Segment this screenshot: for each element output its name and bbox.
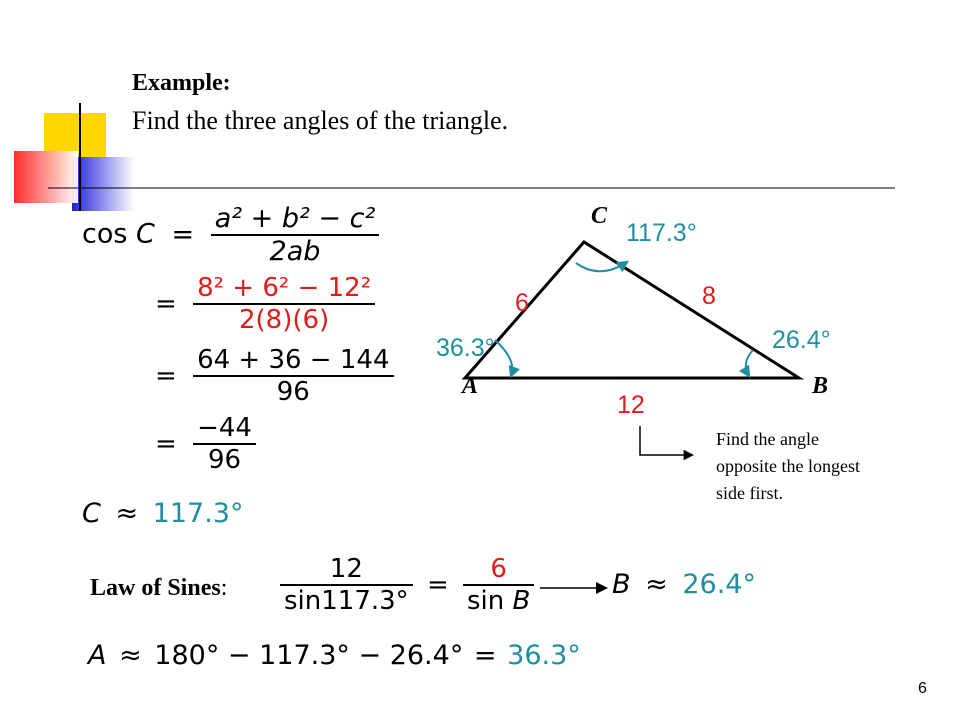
law-of-sines-equation [280, 554, 534, 616]
problem-statement: Find the three angles of the triangle. [132, 106, 509, 135]
final-expression: 180° − 117.3° − 26.4° [154, 640, 464, 671]
angle-b-label: 26.4° [772, 326, 831, 354]
evaluated-fraction [193, 345, 393, 407]
sines-left-denominator: sin117.3° [280, 584, 413, 616]
result-arrow [538, 580, 610, 596]
equals-sign: = [155, 360, 177, 391]
page-number: 6 [918, 680, 927, 697]
side-ab-label: 12 [617, 391, 645, 419]
sines-left-numerator: 12 [329, 554, 363, 584]
sines-right-fraction [463, 554, 534, 616]
angle-a-label: 36.3° [436, 334, 495, 362]
vertex-a-label: A [462, 373, 479, 399]
longest-side-note [716, 426, 860, 507]
law-of-sines-label: Law of Sines: [90, 575, 228, 601]
cos-function: cos [82, 218, 128, 250]
substituted-numerator: 8² + 6² − 12² [197, 273, 372, 303]
example-heading: Example: [132, 70, 231, 96]
red-square [14, 151, 78, 203]
cosine-formula-numerator: a² + b² − c² [214, 203, 376, 234]
equals-sign: = [426, 570, 449, 600]
final-variable: A [88, 640, 107, 671]
angle-a-arc [495, 340, 512, 376]
angle-b-arc [746, 350, 753, 376]
simplified-denominator: 96 [193, 443, 256, 475]
final-value: 36.3° [507, 640, 581, 671]
note-line: opposite the longest [716, 456, 860, 476]
result-value: 117.3° [152, 498, 244, 529]
approx-sign: ≈ [115, 498, 139, 529]
note-line: Find the angle [716, 429, 819, 449]
note-arrow [640, 426, 692, 455]
sines-left-fraction [280, 554, 413, 616]
simplified-numerator: −44 [197, 413, 252, 443]
substituted-denominator: 2(8)(6) [193, 303, 375, 335]
cosine-formula-fraction [211, 203, 380, 267]
cosine-step-4 [155, 413, 256, 475]
cosine-step-1 [82, 203, 379, 267]
equals-sign: = [473, 640, 497, 671]
note-line: side first. [716, 483, 783, 503]
sines-right-numerator: 6 [490, 554, 507, 584]
side-bc-label: 8 [702, 282, 716, 310]
simplified-fraction [193, 413, 256, 475]
angle-c-result [82, 498, 243, 529]
angle-c-label: 117.3° [626, 219, 697, 247]
result-variable: C [82, 498, 101, 529]
side-ac-label: 6 [515, 289, 529, 317]
equals-sign: = [171, 218, 195, 250]
equals-sign: = [155, 428, 177, 459]
equals-sign: = [155, 288, 177, 319]
cosine-step-3 [155, 345, 394, 407]
cosine-formula-denominator: 2ab [211, 234, 380, 267]
angle-a-result [88, 640, 581, 671]
cosine-step-2 [155, 273, 375, 335]
evaluated-numerator: 64 + 36 − 144 [197, 345, 390, 375]
cos-variable: C [136, 218, 155, 250]
evaluated-denominator: 96 [193, 375, 393, 407]
sines-right-denominator: sin B [463, 584, 534, 616]
angle-b-result: B ≈ 26.4° [612, 569, 756, 600]
approx-sign: ≈ [119, 640, 142, 671]
substituted-fraction [193, 273, 375, 335]
vertex-b-label: B [812, 373, 829, 399]
vertex-c-label: C [591, 203, 608, 229]
